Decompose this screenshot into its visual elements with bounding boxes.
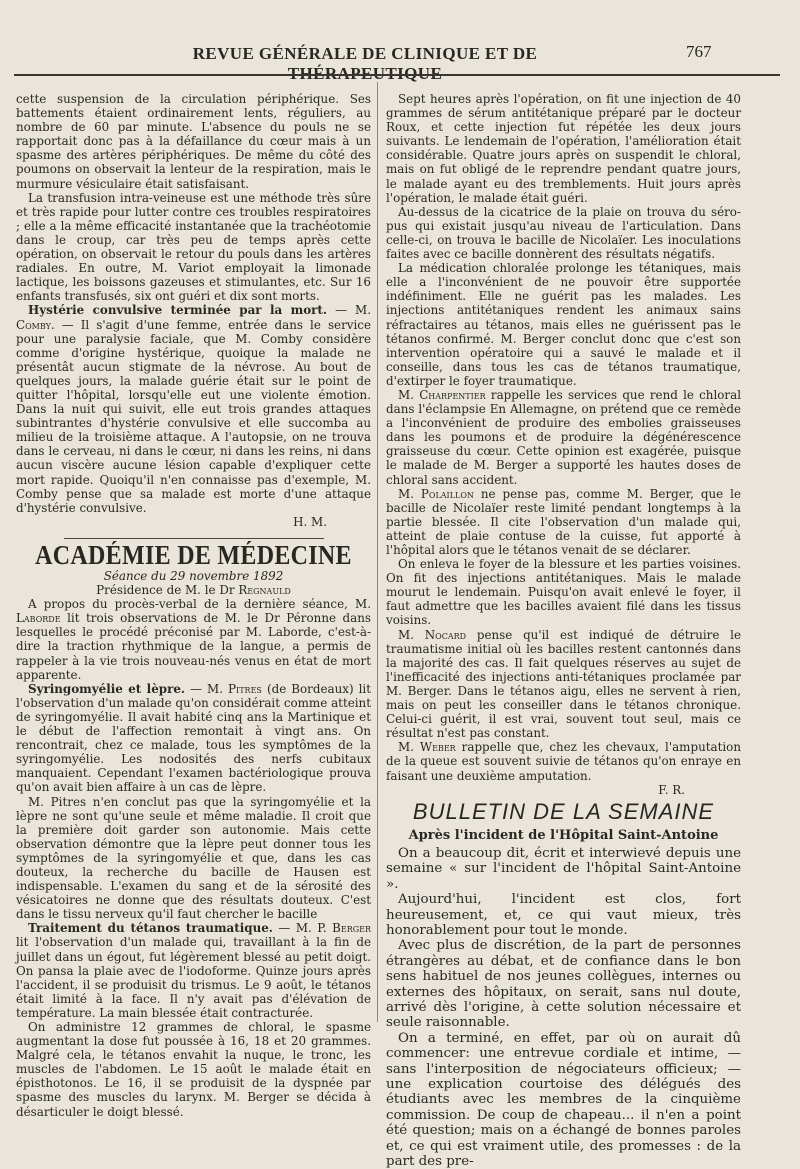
author-name: Pitres [228,681,262,696]
author-name: P. Berger [317,921,372,936]
header-rule [14,74,780,76]
text: pense qu'il est indiqué de détruire le traumatisme initial où les bacilles restent cantonnés dans la majorité des cas. Il fait quelques réserves au sujet de l'inefficacité des injections anti-tétaniques proclamée par M. Berger. Dans le tétanos aigu, elles ne servent à rien, mais on peut les conseiller dans le tétanos chronique. Celui-ci guérit, il est vrai, souvent tout seul, mais ce résultat n'est pas constant. [386,627,741,741]
author-name: Nocard [424,627,467,642]
paragraph: Avec plus de discrétion, de la part de personnes étrangères au débat, et de confiance dans le bon sens habituel de nos jeunes collègues, internes ou externes des hôpitaux, on serait, sans nul doute, arrivé dès l'origine, à cette solution nécessaire et seule raisonnable. [386,938,741,1031]
right-column [386,92,741,1169]
article-body: lit l'observation d'un malade qui, travaillant à la fin de juillet dans un égout, fut légèrement blessé au petit doigt. On pansa la plaie avec de l'iodoforme. Quinze jours après l'accident, il se produisit du trismus. Le 9 août, le tétanos était limité à la face. Il n'y avait pas d'élévation de température. La main blessée était contracturée. [16,935,371,1020]
paragraph: Syringomyélie et lèpre. — M. Pitres (de Bordeaux) lit l'observation d'un malade qu'on considérait comme atteint de syringomyélie. Il avait habité cinq ans la Martinique et le début de l'affection remontait à vingt ans. On rencontrait, chez ce malade, tous les symptômes de la syringomyélie. Les nodosités des nerfs cubitaux manquaient. Cependant l'examen bactériologique prouva qu'on avait bien affaire à un cas de lèpre. [16,681,372,795]
paragraph: cette suspension de la circulation périphérique. Ses battements étaient ordinairement lents, réguliers, au nombre de 60 par minute. L'absence du pouls ne se rapportait donc pas à la défaillance du cœur mais à un spasme des artères périphériques. De même du côté des poumons on observait la lenteur de la respiration, mais le murmure vésiculaire était satisfaisant. [16,92,371,191]
author-name: Comby [16,317,51,332]
paragraph: M. Charpentier rappelle les services que rend le chloral dans l'éclampsie En Allemagne, on prétend que ce remède a l'inconvénient de produire des embolies graisseuses dans les poumons et de produire la dégénérescence graisseuse du cœur. Cette opinion est exagérée, puisque le malade de M. Berger a supporté les hautes doses de chloral sans accident. [386,387,741,487]
paragraph: Sept heures après l'opération, on fit une injection de 40 grammes de sérum antitétanique préparé par le docteur Roux, et cette injection fut répétée les deux jours suivants. Le lendemain de l'opération, l'amélioration était considérable. Quatre jours après on suspendit le chloral, mais on fut obligé de le reprendre pendant quatre jours, le malade ayant eu des tremblements. Huit jours après l'opération, le malade était guéri. [386,92,741,205]
column-divider [377,82,378,1022]
paragraph: Hystérie convulsive terminée par la mort. — M. Comby. — Il s'agit d'une femme, entrée dans le service pour une paralysie faciale, que M. Comby considère comme d'origine hystérique, quoique la malade ne présentât aucun stigmate de la névrose. Au bout de quelques jours, la malade guérie était sur le point de quitter l'hôpital, lorsqu'elle eut une violente émotion. Dans la nuit qui suivit, elle eut trois grandes attaques subintrantes d'hystérie convulsive et elle succomba au milieu de la troisième attaque. A l'autopsie, on ne trouva dans le cerveau, ni dans le cœur, ni dans les reins, ni dans aucun viscère aucune lésion capable d'expliquer cette mort rapide. Quoiqu'il n'en connaisse pas d'exemple, M. Comby pense que sa malade est morte d'une attaque d'hystérie convulsive. [16,303,371,515]
article-body: Il s'agit d'une femme, entrée dans le service pour une paralysie faciale, que M. Comby considère comme d'origine hystérique, quoique la malade ne présentât aucun stigmate de la névrose. Au bout de quelques jours, la malade guérie était sur le point de quitter l'hôpital, lorsqu'elle eut une violente émotion. Dans la nuit qui suivit, elle eut trois grandes attaques subintrantes d'hystérie convulsive et elle succomba au milieu de la troisième attaque. A l'autopsie, on ne trouva dans le cerveau, ni dans le cœur, ni dans les reins, ni dans aucun viscère aucune lésion capable d'expliquer cette mort rapide. Quoiqu'il n'en connaisse pas d'exemple, M. Comby pense que sa malade est morte d'une attaque d'hystérie convulsive. [16,317,371,515]
signature: H. M. [293,514,327,529]
author-name: Charpentier [419,387,486,402]
signature: F. R. [658,782,685,797]
paragraph: M. Pitres n'en conclut pas que la syringomyélie et la lèpre ne sont qu'une seule et même maladie. Il croit que la première doit garder son autonomie. Mais cette observation démontre que la lèpre peut donner tous les symptômes de la syringomyélie et que, dans les cas douteux, la recherche du bacille de Hausen est indispensable. L'examen du sang et de la sérosité des vésicatoires ne donne que des résultats douteux. C'est dans le tissu nerveux qu'il faut chercher le bacille [16,794,371,922]
author-name: Laborde [16,611,61,626]
article-title: Traitement du tétanos traumatique. [28,921,273,936]
paragraph: On administre 12 grammes de chloral, le spasme augmentant la dose fut poussée à 16, 18 et 20 grammes. Malgré cela, le tétanos envahit la nuque, le tronc, les muscles de l'abdomen. Le 15 août le malade était en épisthotonos. Le 16, il se produisit de la dyspnée par spasme des muscles du larynx. M. Berger se décida à désarticuler le doigt blessé. [16,1020,371,1119]
text: rappelle les services que rend le chloral dans l'éclampsie En Allemagne, on prétend que ce remède a l'inconvénient de produire des embolies graisseuses dans les poumons et de produire la dégénérescence graisseuse du cœur. Cette opinion est exagérée, puisque le malade de M. Berger a supporté les hautes doses de chloral sans accident. [386,387,741,487]
paragraph [16,597,371,682]
text: lit trois observations de M. le Dr Péronne dans lesquelles le procédé préconisé par M. Laborde, c'est-à-dire la traction rhythmique de la langue, a permis de rappeler à la vie trois nouveau-nés venus en état de mort apparente. [16,611,372,682]
paragraph: On a beaucoup dit, écrit et interwievé depuis une semaine « sur l'incident de l'hôpital Saint-Antoine ». [386,845,741,892]
paragraph: La médication chloralée prolonge les tétaniques, mais elle a l'inconvénient de ne pouvoir être supportée indéfiniment. Elle ne guérit pas les malades. Les injections antitétaniques rendent les animaux sains réfractaires au tétanos, mais elles ne guérissent pas le tétanos confirmé. M. Berger conclut donc que c'est son intervention opératoire qui a sauvé le malade et il conseille, dans tous les cas de tétanos traumatique, d'extirper le foyer traumatique. [386,261,741,388]
text: A propos du procès-verbal de la dernière séance, M. [28,597,371,612]
presidence [16,583,371,597]
page-header [0,44,800,68]
running-title: REVUE GÉNÉRALE DE CLINIQUE ET DE [192,44,538,63]
paragraph: On enleva le foyer de la blessure et les parties voisines. On fit des injections antitétaniques. Mais le malade mourut le lendemain. Puisqu'on avait enlevé le foyer, il faut admettre que les bacilles avaient filé dans les tissus voisins. [386,557,741,628]
paragraph: On a terminé, en effet, par où on aurait dû commencer: une entrevue cordiale et intime, — sans l'interposition de négociateurs officieux; — une explication courtoise des délégués des étudiants avec les membres de la cinquième commission. De coup de chapeau... il n'en a point été question; mais on a échangé de bonnes paroles et, ce qui est vraiment utile, des promesses : de la part des pre- [386,1030,741,1169]
author-name: Polaillon [420,486,474,501]
author-name: Weber [419,740,456,755]
article-title: Hystérie convulsive terminée par la mort. [28,303,328,318]
paragraph: Aujourd'hui, l'incident est clos, fort heureusement, et, ce qui vaut mieux, très honorablement pour tout le monde. [386,892,741,938]
section-divider [64,538,324,539]
paragraph: M. Nocard pense qu'il est indiqué de détruire le traumatisme initial où les bacilles restent cantonnés dans la majorité des cas. Il fait quelques réserves au sujet de l'inefficacité des injections anti-tétaniques proclamée par M. Berger. Dans le tétanos aigu, elles ne servent à rien, mais on peut les conseiller dans le tétanos chronique. Celui-ci guérit, il est vrai, souvent tout seul, mais ce résultat n'est pas constant. [386,627,741,741]
bulletin-subtitle: Après l'incident de l'Hôpital Saint-Antoine [408,827,719,843]
paragraph: La transfusion intra-veineuse est une méthode très sûre et très rapide pour lutter contre ces troubles respiratoires ; elle a la même efficacité instantanée que la trachéotomie dans le croup, car très peu de temps après cette opération, on observait le retour du pouls dans les artères radiales. En outre, M. Variot employait la limonade lactique, les boissons gazeuses et stimulantes, etc. Sur 16 enfants transfusés, six ont guéri et dix sont morts. [16,190,371,304]
paragraph: Au-dessus de la cicatrice de la plaie on trouva du séro-pus qui existait jusqu'au niveau de l'articulation. Dans celle-ci, on trouva le bacille de Nicolaïer. Les inoculations faites avec ce bacille donnèrent des résultats négatifs. [386,204,741,262]
article-title: Syringomyélie et lèpre. [28,681,186,696]
academie-title: ACADÉMIE DE MÉDECINE [35,540,352,571]
paragraph: M. Weber rappelle que, chez les chevaux, l'amputation de la queue est souvent suivie de tétanos qu'on enraye en faisant une deuxième amputation. [386,740,741,783]
president-name: Regnauld [238,583,291,598]
bulletin-title: BULLETIN DE LA SEMAINE [412,798,715,824]
paragraph: Traitement du tétanos traumatique. — M. P. Berger lit l'observation d'un malade qui, travaillant à la fin de juillet dans un égout, fut légèrement blessé au petit doigt. On pansa la plaie avec de l'iodoforme. Quinze jours après l'accident, il se produisit du trismus. Le 9 août, le tétanos était limité à la face. Il n'y avait pas d'élévation de température. La main blessée était contracturée. [16,921,372,1020]
text: rappelle que, chez les chevaux, l'amputation de la queue est souvent suivie de tétanos qu'on enraye en faisant une deuxième amputation. [386,740,741,783]
paragraph: M. Polaillon ne pense pas, comme M. Berger, que le bacille de Nicolaïer reste limité pendant longtemps à la partie blessée. Il cite l'observation d'un malade qui, atteint de plaie contuse de la cuisse, fut apporté à l'hôpital alors que le tétanos venait de se déclarer. [386,486,741,557]
presidence-label: Présidence de M. le Dr [96,583,235,598]
page-number: 767 [686,42,712,61]
article-body: (de Bordeaux) lit l'observation d'un malade qu'on considérait comme atteint de syringomyélie. Il avait habité cinq ans la Martinique et le début de l'affection remontait à vingt ans. On rencontrait, chez ce malade, tous les symptômes de la syringomyélie. Les nodosités des nerfs cubitaux manquaient. Cependant l'examen bactériologique prouva qu'on avait bien affaire à un cas de lèpre. [16,681,372,795]
left-column [16,92,371,1119]
text: ne pense pas, comme M. Berger, que le bacille de Nicolaïer reste limité pendant longtemps à la partie blessée. Il cite l'observation d'un malade qui, atteint de plaie contuse de la cuisse, fut apporté à l'hôpital alors que le tétanos venait de se déclarer. [386,486,741,557]
seance-date: Séance du 29 novembre 1892 [103,569,284,583]
